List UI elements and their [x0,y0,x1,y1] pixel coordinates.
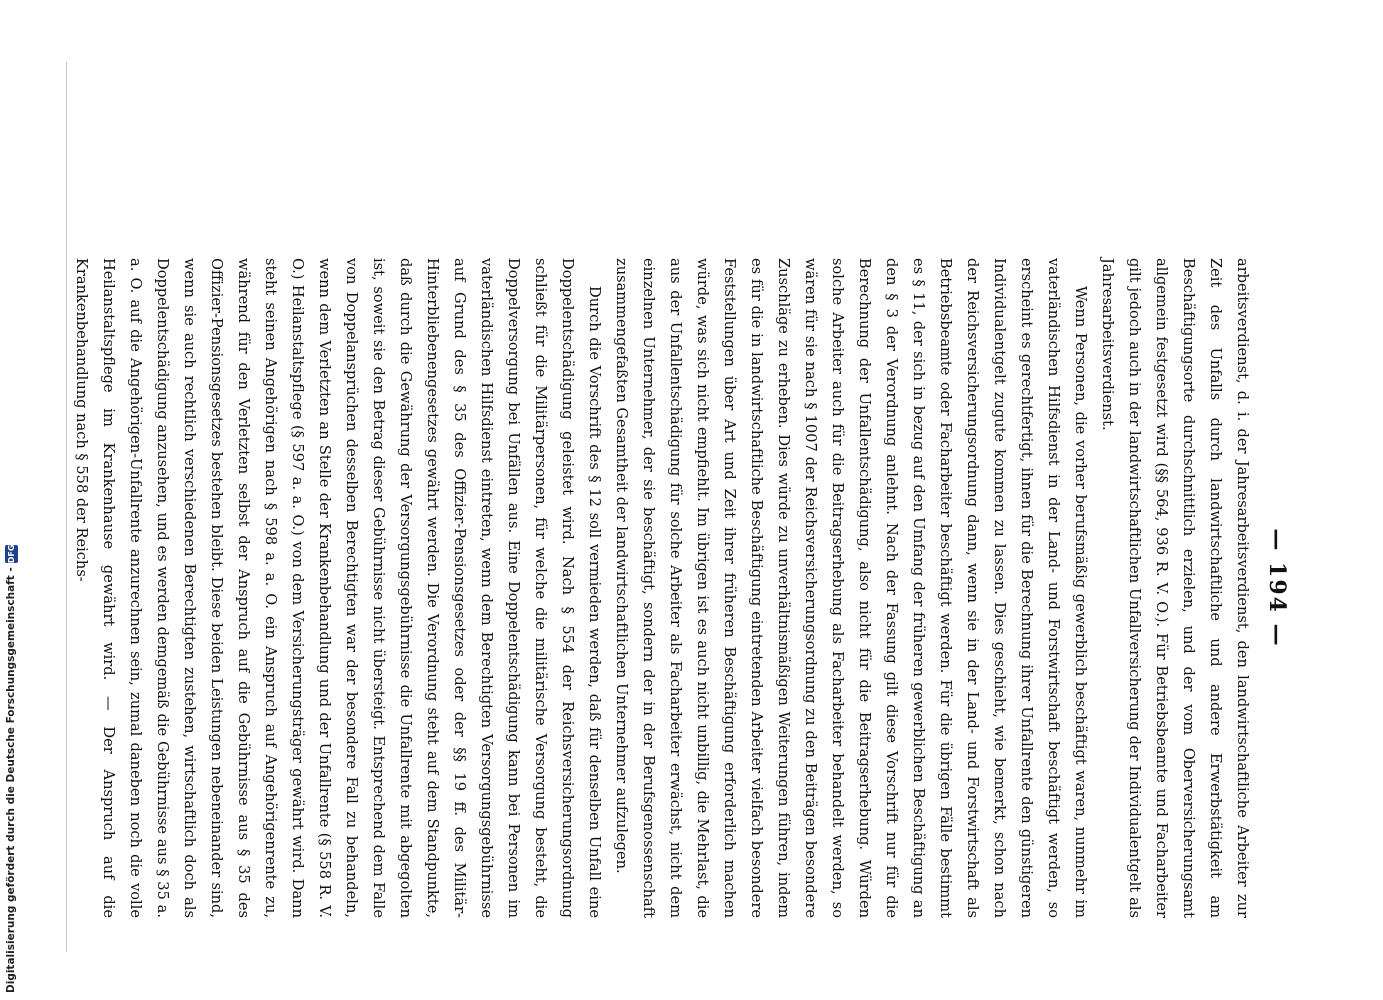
digitization-credit-strip [0,0,22,1000]
paragraph: arbeitsverdienst, d. i. der Jahresarbeitsverdienst, den landwirtschaftliche Arbeiter zur Zeit des Unfalls durch landwirtschaftliche und andere Erwerbstätigkeit am Beschäftigungsorte durchschnittlich erzielen, und der vom Oberversicherungsamt allgemein festgesetzt wird (§§ 564, 936 R. V. O.). Für Betriebsbeamte und Facharbeiter gilt jedoch auch in der landwirtschaftlichen Unfallversicherung der Individualentgelt als Jahresarbeitsverdienst. [1099,258,1251,918]
dfg-logo: DFG [6,544,16,564]
paragraph: Durch die Vorschrift des § 12 soll vermieden werden, daß für denselben Unfall eine Doppelentschädigung geleistet wird. Nach § 554 der Reichsversicherungsordnung schließt für die Militärpersonen, für welche die militärische Versorgung besteht, die Doppelversorgung bei Unfällen aus. Eine Doppelentschädigung kann bei Personen im vaterländischen Hilfsdienst eintreten, wenn dem Berechtigten Versorgungsgebührnisse auf Grund des § 35 des Offizier-Pensionsgesetzes oder der §§ 19 ff. des Militär-Hinterbliebenengesetzes gewährt werden. Die Verordnung steht auf dem Standpunkte, daß durch die Gewährung der Versorgungsgebührnisse die Unfallrente mit abgegolten ist, soweit sie den Betrag dieser Gebührnisse nicht übersteigt. Entsprechend dem Falle von Doppelansprüchen desselben Berechtigten war der besondere Fall zu behandeln, wenn dem Verletzten an Stelle der Krankenbehandlung und der Unfallrente (§ 558 R. V. O.) Heilanstaltspflege (§ 597 a. a. O.) von dem Versicherungsträger gewährt wird. Dann steht seinen Angehörigen nach § 598 a. a. O. ein Anspruch auf Angehörigenrente zu, während für den Verletzten selbst der Anspruch auf die Gebührnisse aus § 35 des Offizier-Pensionsgesetzes bestehen bleibt. Diese beiden Leistungen nebeneinander sind, wenn sie auch rechtlich verschiedenen Berechtigten zustehen, wirtschaftlich doch als Doppelentschädigung anzusehen, und es werden demgemäß die Gebührnisse aus § 35 a. a. O. auf die Angehörigen-Unfallrente anzurechnen sein, zumal daneben noch die volle Heilanstaltspflege im Krankenhause gewährt wird. — Der Anspruch auf die Krankenbehandlung nach § 558 der Reichs- [73,258,603,918]
page-number: — 194 — [1264,528,1290,648]
digitization-credit [2,544,20,993]
paragraph: Wenn Personen, die vorher berufsmäßig gewerblich beschäftigt waren, nunmehr im vaterländischen Hilfsdienst in der Land- und Forstwirtschaft beschäftigt werden, so erscheint es gerechtfertigt, ihnen für die Berechnung ihrer Unfallrente den günstigeren Individualentgelt zugute kommen zu lassen. Dies geschieht, wie bemerkt, schon nach der Reichsversicherungsordnung dann, wenn sie in der Land- und Forstwirtschaft als Betriebsbeamte oder Facharbeiter beschäftigt werden. Für die übrigen Fälle bestimmt es § 11, der sich in bezug auf den Umfang der früheren gewerblichen Beschäftigung an den § 3 der Verordnung anlehnt. Nach der Fassung gilt diese Vorschrift nur für die Berechnung der Unfallentschädigung, also nicht für die Beitragserhebung. Würden solche Arbeiter auch für die Beitragserhebung als Facharbeiter behandelt werden, so wären für sie nach § 1007 der Reichsversicherungsordnung zu den Beiträgen besondere Zuschläge zu erheben. Dies würde zu unverhältnismäßigen Weiterungen führen, indem es für die in landwirtschaftliche Beschäftigung eintretenden Arbeiter vielfach besondere Feststellungen über Art und Zeit ihrer früheren Beschäftigung erforderlich machen würde, was sich nicht empfiehlt. Im übrigen ist es auch nicht unbillig, die Mehrlast, die aus der Unfallentschädigung für solche Arbeiter als Facharbeiter erwächst, nicht dem einzelnen Unternehmer, der sie beschäftigt, sondern der in der Berufsgenossenschaft zusammengefaßten Gesamtheit der landwirtschaftlichen Unternehmer aufzulegen. [613,258,1089,918]
body-text [68,258,1256,918]
scan-edge-line [66,62,67,952]
credit-text: Digitalisierung gefördert durch die Deutsche Forschungsgemeinschaft - [5,567,17,993]
rotated-page-content [73,258,1290,918]
